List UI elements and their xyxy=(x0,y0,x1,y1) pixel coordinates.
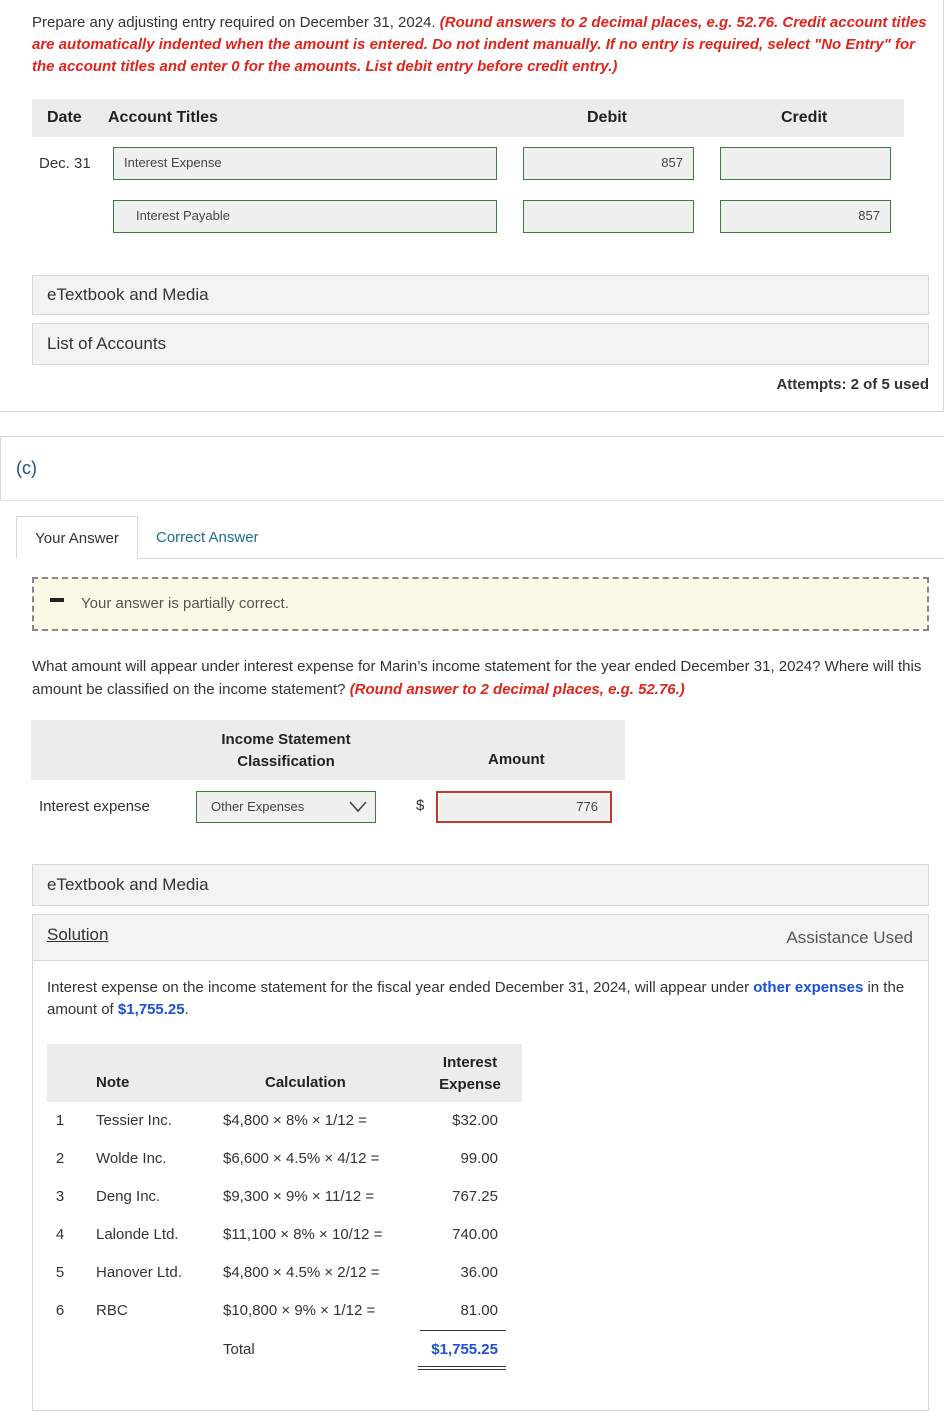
total-label: Total xyxy=(223,1341,255,1358)
feedback-text: Your answer is partially correct. xyxy=(81,595,289,612)
sol-row-calc: $4,800 × 8% × 1/12 = xyxy=(223,1112,367,1129)
classification-select[interactable] xyxy=(196,791,376,823)
question-text: What amount will appear under interest expense for Marin’s income statement for the year ended December 31, 2024? Where will this amount be classified on the income statement? xyxy=(32,658,922,698)
etextbook-media-c[interactable]: eTextbook and Media xyxy=(32,864,929,906)
sol-row-interest: 36.00 xyxy=(460,1264,498,1281)
sol-row-note: Deng Inc. xyxy=(96,1188,161,1205)
sol-row-number: 5 xyxy=(55,1264,65,1281)
header-classification-l2: Classification xyxy=(237,753,335,770)
list-of-accounts[interactable]: List of Accounts xyxy=(32,323,929,365)
sol-row-interest: 99.00 xyxy=(460,1150,498,1167)
instructions-text: Prepare any adjusting entry required on December 31, 2024. xyxy=(32,14,440,31)
attempts-counter: Attempts: 2 of 5 used xyxy=(776,376,929,393)
solution-text-1: Interest expense on the income statement for the fiscal year ended December 31, 2024, will appear under xyxy=(47,979,754,996)
chevron-down-icon xyxy=(349,800,367,814)
tab-your-answer[interactable] xyxy=(16,516,138,559)
sol-row-note: Wolde Inc. xyxy=(96,1150,167,1167)
solution-highlight-2: $1,755.25 xyxy=(117,1001,185,1018)
tab-your-answer-label: Your Answer xyxy=(35,530,119,547)
sol-row-number: 4 xyxy=(55,1226,65,1243)
sol-header-ie xyxy=(434,1052,506,1096)
sol-row-number: 1 xyxy=(55,1112,65,1129)
sol-row-calc: $10,800 × 9% × 1/12 = xyxy=(223,1302,376,1319)
minus-icon xyxy=(50,598,64,602)
sol-row-interest: 767.25 xyxy=(452,1188,498,1205)
solution-text-3: . xyxy=(184,1001,189,1018)
total-rule-top xyxy=(420,1330,506,1331)
total-rule-double xyxy=(418,1366,506,1370)
part-c-question xyxy=(32,655,922,701)
sol-header-ie-l2: Expense xyxy=(439,1076,501,1093)
header-account-titles: Account Titles xyxy=(108,109,218,126)
etextbook-media-b[interactable]: eTextbook and Media xyxy=(32,275,929,315)
total-value: $1,755.25 xyxy=(431,1341,498,1358)
solution-text-2: in the amount of xyxy=(47,979,905,1018)
header-classification xyxy=(196,729,376,773)
sol-header-calc: Calculation xyxy=(265,1074,346,1091)
currency-symbol: $ xyxy=(416,797,425,814)
sol-row-number: 6 xyxy=(55,1302,65,1319)
sol-row-interest: 740.00 xyxy=(452,1226,498,1243)
solution-text xyxy=(47,977,917,1021)
interest-expense-label: Interest expense xyxy=(39,798,150,815)
assistance-used: Assistance Used xyxy=(786,928,913,947)
tab-baseline xyxy=(16,558,944,559)
row1-account-input[interactable]: Interest Expense xyxy=(113,147,497,180)
part-c-header xyxy=(0,436,944,501)
sol-row-note: Hanover Ltd. xyxy=(96,1264,182,1281)
header-amount: Amount xyxy=(488,751,545,768)
sol-row-number: 2 xyxy=(55,1150,65,1167)
sol-header-note: Note xyxy=(96,1074,130,1091)
sol-row-note: Tessier Inc. xyxy=(96,1112,172,1129)
row1-date: Dec. 31 xyxy=(39,155,91,172)
solution-link[interactable]: Solution xyxy=(47,925,109,944)
row2-credit-input[interactable]: 857 xyxy=(720,200,891,233)
sol-row-note: RBC xyxy=(96,1302,128,1319)
sol-row-calc: $6,600 × 4.5% × 4/12 = xyxy=(223,1150,380,1167)
classification-select-value: Other Expenses xyxy=(211,799,305,814)
question-red: (Round answer to 2 decimal places, e.g. 52.76.) xyxy=(349,681,685,698)
header-date: Date xyxy=(47,109,82,126)
solution-highlight-1: other expenses xyxy=(753,979,864,996)
instructions-red: (Round answers to 2 decimal places, e.g. 52.76. Credit account titles are automatically indented when the amount is entered. Do not indent manually. If no entry is required, select "No Entry" for the account titles and enter 0 for the amounts. List debit entry before credit entry.) xyxy=(32,14,927,75)
part-c-label: (c) xyxy=(16,458,37,478)
header-credit: Credit xyxy=(781,109,828,126)
sol-row-number: 3 xyxy=(55,1188,65,1205)
header-debit: Debit xyxy=(587,109,627,126)
row2-debit-input[interactable] xyxy=(523,200,694,233)
sol-row-interest: $32.00 xyxy=(452,1112,498,1129)
sol-row-interest: 81.00 xyxy=(460,1302,498,1319)
sol-row-note: Lalonde Ltd. xyxy=(96,1226,179,1243)
row1-credit-input[interactable] xyxy=(720,147,891,180)
row2-account-input[interactable]: Interest Payable xyxy=(113,200,497,233)
sol-header-ie-l1: Interest xyxy=(442,1054,498,1071)
sol-row-calc: $9,300 × 9% × 11/12 = xyxy=(223,1188,375,1205)
sol-row-calc: $4,800 × 4.5% × 2/12 = xyxy=(223,1264,380,1281)
sol-row-calc: $11,100 × 8% × 10/12 = xyxy=(223,1226,383,1243)
header-classification-l1: Income Statement xyxy=(221,731,351,748)
part-b-instructions xyxy=(32,12,927,78)
row1-debit-input[interactable]: 857 xyxy=(523,147,694,180)
amount-input[interactable]: 776 xyxy=(436,791,612,823)
tab-correct-answer[interactable]: Correct Answer xyxy=(156,529,259,546)
